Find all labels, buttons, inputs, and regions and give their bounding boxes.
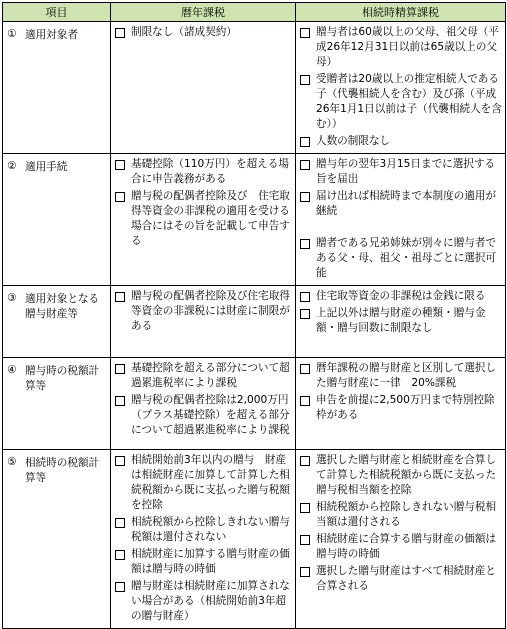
checkbox-bullet-icon bbox=[115, 160, 125, 170]
list-item: 相続開始前3年以内の贈与 財産は相続財産に加算して計算した相続税額から既に支払った贈与税額を控除 bbox=[114, 453, 292, 513]
list-item: 相続財産に合算する贈与財産の価額は贈与時の時価 bbox=[299, 532, 502, 562]
header-row bbox=[3, 3, 506, 22]
header-item: 項目 bbox=[3, 3, 111, 22]
table-row bbox=[3, 154, 506, 286]
row-label: 適用対象者 bbox=[25, 29, 78, 41]
row-item-cell bbox=[3, 286, 111, 358]
checkbox-bullet-icon bbox=[115, 582, 125, 592]
checkbox-bullet-icon bbox=[115, 28, 125, 38]
list-item: 選択した贈与財産はすべて相続財産と合算される bbox=[299, 564, 502, 594]
comparison-table bbox=[2, 2, 506, 629]
list-item: 人数の制限なし bbox=[299, 134, 502, 149]
table-row bbox=[3, 22, 506, 154]
seisan-cell bbox=[296, 154, 506, 286]
list-item: 基礎控除（110万円）を超える場合に申告義務がある bbox=[114, 157, 292, 187]
row-number: ① bbox=[7, 28, 17, 40]
seisan-cell bbox=[296, 450, 506, 629]
seisan-cell bbox=[296, 22, 506, 154]
list-item: 暦年課税の贈与財産と区別して選択した贈与財産に一律 20%課税 bbox=[299, 361, 502, 391]
seisan-cell bbox=[296, 286, 506, 358]
checkbox-bullet-icon bbox=[115, 456, 125, 466]
list-item: 住宅取等資金の非課税は金銭に限る bbox=[299, 289, 502, 304]
list-item: 上記以外は贈与財産の種類・贈与金額・贈与回数に制限なし bbox=[299, 306, 502, 336]
checkbox-bullet-icon bbox=[300, 503, 310, 513]
checkbox-bullet-icon bbox=[115, 192, 125, 202]
checkbox-bullet-icon bbox=[300, 75, 310, 85]
rekinen-cell bbox=[111, 286, 296, 358]
checkbox-bullet-icon bbox=[300, 364, 310, 374]
checkbox-bullet-icon bbox=[115, 364, 125, 374]
row-item-cell bbox=[3, 154, 111, 286]
row-label: 贈与時の税額計算等 bbox=[25, 365, 100, 392]
rekinen-cell bbox=[111, 22, 296, 154]
table-row bbox=[3, 286, 506, 358]
row-item-cell bbox=[3, 358, 111, 450]
checkbox-bullet-icon bbox=[300, 160, 310, 170]
list-item: 贈与者は60歳以上の父母、祖父母（平成26年12月31日以前は65歳以上の父母） bbox=[299, 25, 502, 70]
checkbox-bullet-icon bbox=[300, 239, 310, 249]
checkbox-bullet-icon bbox=[300, 535, 310, 545]
table-row bbox=[3, 358, 506, 450]
row-number: ④ bbox=[7, 364, 17, 376]
checkbox-bullet-icon bbox=[300, 456, 310, 466]
rekinen-cell bbox=[111, 358, 296, 450]
list-item: 贈与税の配偶者控除は2,000万円（プラス基礎控除）を超える部分について超過累進税率により課税 bbox=[114, 393, 292, 438]
row-number: ⑤ bbox=[7, 456, 17, 468]
list-item: 届け出れば相続時まで本制度の適用が継続 bbox=[299, 189, 502, 219]
checkbox-bullet-icon bbox=[115, 292, 125, 302]
rekinen-cell bbox=[111, 154, 296, 286]
list-item: 基礎控除を超える部分について超過累進税率により課税 bbox=[114, 361, 292, 391]
list-item: 相続税額から控除しきれない贈与税相当額は還付される bbox=[299, 500, 502, 530]
list-item: 贈与税の配偶者控除及び 住宅取得等資金の非課税の適用を受ける場合にはその旨を記載して申告する bbox=[114, 189, 292, 249]
rekinen-cell bbox=[111, 450, 296, 629]
checkbox-bullet-icon bbox=[300, 137, 310, 147]
list-item: 贈与財産は相続財産に加算されない場合がある（相続開始前3年超の贈与財産） bbox=[114, 579, 292, 624]
list-item: 贈与年の翌年3月15日までに選択する旨を届出 bbox=[299, 157, 502, 187]
checkbox-bullet-icon bbox=[300, 292, 310, 302]
list-item: 申告を前提に2,500万円まで特別控除枠がある bbox=[299, 393, 502, 423]
table-row bbox=[3, 450, 506, 629]
list-item: 制限なし（諸成契約） bbox=[114, 25, 292, 40]
checkbox-bullet-icon bbox=[115, 518, 125, 528]
checkbox-bullet-icon bbox=[300, 192, 310, 202]
checkbox-bullet-icon bbox=[300, 309, 310, 319]
list-item: 相続税額から控除しきれない贈与税額は還付されない bbox=[114, 515, 292, 545]
checkbox-bullet-icon bbox=[300, 567, 310, 577]
list-item: 贈者である兄弟姉妹が別々に贈与者である父・母、祖父・祖母ごとに選択可能 bbox=[299, 236, 502, 281]
row-number: ③ bbox=[7, 292, 17, 304]
row-label: 適用手続 bbox=[25, 161, 68, 173]
list-item: 選択した贈与財産と相続財産を合算して計算した相続税額から既に支払った贈与税相当額を控除 bbox=[299, 453, 502, 498]
checkbox-bullet-icon bbox=[300, 28, 310, 38]
header-seisan: 相続時精算課税 bbox=[296, 3, 506, 22]
header-rekinen: 暦年課税 bbox=[111, 3, 296, 22]
row-item-cell bbox=[3, 450, 111, 629]
row-item-cell bbox=[3, 22, 111, 154]
seisan-cell bbox=[296, 358, 506, 450]
row-label: 適用対象となる贈与財産等 bbox=[25, 293, 100, 320]
checkbox-bullet-icon bbox=[115, 396, 125, 406]
row-label: 相続時の税額計算等 bbox=[25, 457, 100, 484]
checkbox-bullet-icon bbox=[115, 550, 125, 560]
checkbox-bullet-icon bbox=[300, 396, 310, 406]
list-item: 受贈者は20歳以上の推定相続人である子（代襲相続人を含む）及び孫（平成26年1月1日以前は子（代襲相続人を含む）） bbox=[299, 72, 502, 132]
row-number: ② bbox=[7, 160, 17, 172]
list-item: 贈与税の配偶者控除及び住宅取得等資金の非課税には財産に制限がある bbox=[114, 289, 292, 334]
list-item: 相続財産に加算する贈与財産の価額は贈与時の時価 bbox=[114, 547, 292, 577]
